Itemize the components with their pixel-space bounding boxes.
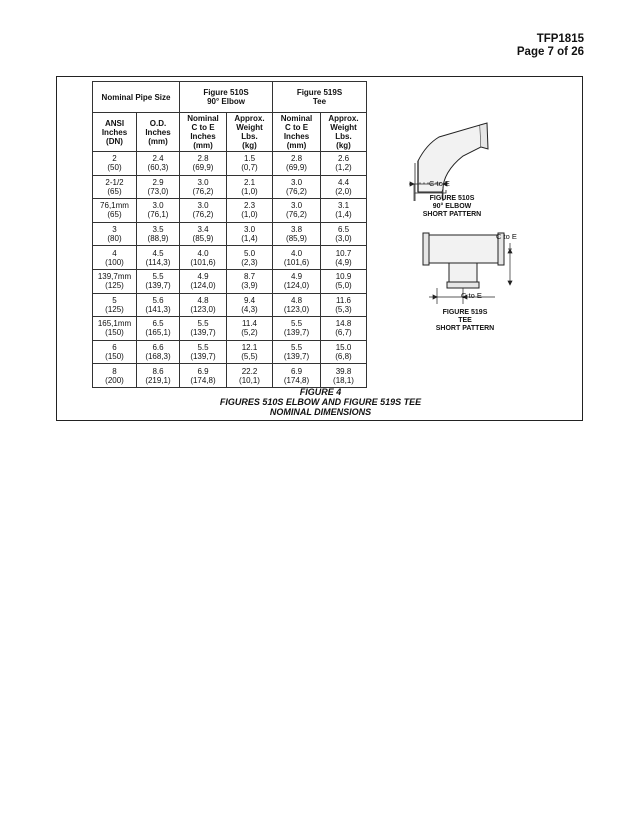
cell-metric-value: (76,2) xyxy=(192,210,214,220)
elbow-drawing xyxy=(414,123,488,201)
cell-metric-value: (114,3) xyxy=(145,257,171,267)
cell-imperial-value: 3 xyxy=(112,225,117,235)
cell-metric-value: (200) xyxy=(105,375,124,385)
elbow-title-line3: SHORT PATTERN xyxy=(422,211,482,218)
caption-title: FIGURES 510S ELBOW AND FIGURE 519S TEE xyxy=(219,397,422,407)
column-header-line: Lbs. xyxy=(335,132,352,141)
cell-imperial-value: 3.0 xyxy=(290,177,303,187)
cell-metric-value: (10,1) xyxy=(239,375,260,385)
cell-imperial-value: 6.5 xyxy=(152,319,164,329)
cell-imperial-value: 1.5 xyxy=(243,154,256,164)
cell-imperial-value: 139,7mm xyxy=(97,272,132,282)
cell-imperial-value: 6.6 xyxy=(152,343,164,353)
column-header-line: Inches xyxy=(101,127,128,137)
cell-metric-value: (73,0) xyxy=(147,186,169,196)
cell-metric-value: (1,2) xyxy=(335,163,352,173)
cell-imperial-value: 5.5 xyxy=(290,343,303,353)
cell-imperial-value: 4.0 xyxy=(290,248,303,258)
column-header-line: (kg) xyxy=(336,141,351,150)
column-header-line: (mm) xyxy=(193,141,213,150)
cell-imperial-value: 2.3 xyxy=(243,201,256,211)
cell-imperial-value: 5.5 xyxy=(290,319,303,329)
cell-metric-value: (1,0) xyxy=(241,186,258,196)
cell-metric-value: (174,8) xyxy=(283,375,310,385)
cell-metric-value: (76,2) xyxy=(286,210,307,220)
cell-imperial-value: 22.2 xyxy=(241,366,258,376)
cell-metric-value: (168,3) xyxy=(145,352,171,362)
column-header-line: Nominal xyxy=(187,114,219,123)
cell-metric-value: (123,0) xyxy=(283,304,310,314)
cell-imperial-value: 3.0 xyxy=(152,201,164,211)
column-header-line: ANSI xyxy=(104,118,125,128)
cell-imperial-value: 4.9 xyxy=(290,272,303,282)
cell-imperial-value: 3.0 xyxy=(197,201,209,211)
cell-metric-value: (6,7) xyxy=(335,328,352,338)
cell-metric-value: (139,7) xyxy=(283,328,310,338)
cell-metric-value: (125) xyxy=(105,304,124,314)
tee-figure-title xyxy=(420,309,510,333)
cell-metric-value: (88,9) xyxy=(147,234,169,244)
cell-metric-value: (60,3) xyxy=(147,163,169,173)
cell-metric-value: (1,0) xyxy=(241,210,258,220)
column-header-line: Weight xyxy=(236,123,263,132)
cell-imperial-value: 4.9 xyxy=(197,272,209,282)
cell-imperial-value: 2-1/2 xyxy=(105,177,124,187)
cell-imperial-value: 9.4 xyxy=(243,295,256,305)
cell-metric-value: (5,0) xyxy=(335,281,352,291)
column-header-line: Approx. xyxy=(328,114,359,123)
header-519s-line2: Tee xyxy=(312,97,327,106)
cell-metric-value: (4,3) xyxy=(241,304,258,314)
cell-imperial-value: 11.6 xyxy=(336,295,351,305)
cell-metric-value: (150) xyxy=(105,328,124,338)
tee-title-line1: FIGURE 519S xyxy=(442,309,488,316)
column-header-line: Inches xyxy=(145,127,171,137)
column-header-line: C to E xyxy=(284,123,309,132)
tee-dimension-label-bottom: C to E xyxy=(461,291,482,300)
header-510s-line1: Figure 510S xyxy=(203,88,249,97)
cell-imperial-value: 2.9 xyxy=(152,177,164,187)
column-header-line: (kg) xyxy=(242,141,257,150)
caption-figure-number: FIGURE 4 xyxy=(299,387,342,397)
cell-metric-value: (50) xyxy=(107,163,122,173)
page-number: Page 7 of 26 xyxy=(516,46,584,58)
cell-imperial-value: 10.9 xyxy=(335,272,352,282)
cell-metric-value: (4,9) xyxy=(335,257,352,267)
cell-imperial-value: 2.4 xyxy=(152,154,164,164)
cell-metric-value: (85,9) xyxy=(192,234,214,244)
column-header-line: Lbs. xyxy=(241,132,258,141)
cell-imperial-value: 165,1mm xyxy=(97,319,132,329)
tee-drawing xyxy=(423,233,504,288)
elbow-title-line1: FIGURE 510S xyxy=(429,195,475,202)
cell-metric-value: (18,1) xyxy=(333,375,354,385)
column-header-line: (mm) xyxy=(148,136,168,146)
cell-imperial-value: 39.8 xyxy=(335,366,352,376)
cell-metric-value: (5,3) xyxy=(335,304,352,314)
cell-metric-value: (1,4) xyxy=(241,234,258,244)
cell-imperial-value: 6.9 xyxy=(290,366,303,376)
tee-title-line2: TEE xyxy=(458,317,472,324)
cell-metric-value: (69,9) xyxy=(286,163,307,173)
cell-metric-value: (219,1) xyxy=(145,375,171,385)
cell-metric-value: (124,0) xyxy=(190,281,216,291)
elbow-figure-title xyxy=(407,195,497,219)
cell-imperial-value: 2.8 xyxy=(197,154,209,164)
header-nominal-pipe-size: Nominal Pipe Size xyxy=(93,82,180,113)
header-519s-line1: Figure 519S xyxy=(296,88,343,97)
cell-imperial-value: 2.1 xyxy=(243,177,256,187)
header-510s-line2: 90° Elbow xyxy=(207,97,245,106)
tee-title-line3: SHORT PATTERN xyxy=(435,325,495,332)
cell-metric-value: (139,7) xyxy=(190,352,216,362)
cell-metric-value: (5,5) xyxy=(241,352,258,362)
cell-metric-value: (139,7) xyxy=(283,352,310,362)
cell-imperial-value: 4.8 xyxy=(197,295,209,305)
cell-metric-value: (65) xyxy=(107,186,122,196)
cell-metric-value: (5,2) xyxy=(241,328,258,338)
cell-metric-value: (124,0) xyxy=(283,281,310,291)
cell-metric-value: (125) xyxy=(105,281,124,291)
cell-imperial-value: 2.8 xyxy=(290,154,303,164)
cell-imperial-value: 3.1 xyxy=(337,201,350,211)
cell-imperial-value: 3.0 xyxy=(243,225,256,235)
cell-imperial-value: 5.5 xyxy=(197,343,209,353)
cell-imperial-value: 8 xyxy=(112,366,117,376)
cell-metric-value: (3,9) xyxy=(241,281,258,291)
cell-imperial-value: 8.6 xyxy=(152,366,164,376)
document-id: TFP1815 xyxy=(536,33,584,45)
cell-imperial-value: 5.5 xyxy=(152,272,164,282)
column-header-line: (DN) xyxy=(106,136,123,146)
cell-metric-value: (85,9) xyxy=(286,234,307,244)
cell-metric-value: (65) xyxy=(107,210,122,220)
elbow-title-line2: 90° ELBOW xyxy=(432,203,472,210)
cell-metric-value: (139,7) xyxy=(190,328,216,338)
cell-metric-value: (2,3) xyxy=(241,257,258,267)
column-header-line: Nominal xyxy=(280,114,313,123)
cell-metric-value: (100) xyxy=(105,257,124,267)
cell-imperial-value: 4.5 xyxy=(152,248,164,258)
cell-metric-value: (123,0) xyxy=(190,304,216,314)
cell-imperial-value: 15.0 xyxy=(335,343,352,353)
cell-imperial-value: 6.5 xyxy=(337,225,350,235)
cell-imperial-value: 12.1 xyxy=(241,343,258,353)
caption-subtitle: NOMINAL DIMENSIONS xyxy=(269,407,372,417)
cell-imperial-value: 6.9 xyxy=(197,366,209,376)
column-header-line: Inches xyxy=(190,132,216,141)
column-header-line: Approx. xyxy=(234,114,265,123)
column-header-line: C to E xyxy=(191,123,215,132)
cell-imperial-value: 76,1mm xyxy=(100,201,129,211)
cell-imperial-value: 4 xyxy=(112,248,117,258)
cell-metric-value: (150) xyxy=(105,352,124,362)
column-header-line: O.D. xyxy=(149,118,167,128)
cell-metric-value: (3,0) xyxy=(335,234,352,244)
cell-metric-value: (139,7) xyxy=(145,281,171,291)
cell-metric-value: (101,6) xyxy=(190,257,216,267)
cell-metric-value: (76,1) xyxy=(147,210,169,220)
document-header xyxy=(517,33,584,59)
cell-imperial-value: 4.4 xyxy=(337,177,350,187)
cell-metric-value: (80) xyxy=(107,234,122,244)
figure-frame xyxy=(56,76,583,421)
cell-imperial-value: 11.4 xyxy=(242,319,257,329)
cell-metric-value: (0,7) xyxy=(241,163,258,173)
cell-metric-value: (6,8) xyxy=(335,352,352,362)
cell-metric-value: (101,6) xyxy=(283,257,310,267)
cell-imperial-value: 4.8 xyxy=(290,295,303,305)
cell-imperial-value: 10.7 xyxy=(335,248,352,258)
cell-metric-value: (141,3) xyxy=(145,304,171,314)
cell-metric-value: (76,2) xyxy=(286,186,307,196)
tee-dimension-label-right: C to E xyxy=(496,232,517,241)
column-header-line: (mm) xyxy=(286,141,307,150)
column-header-line: Inches xyxy=(283,132,310,141)
cell-metric-value: (174,8) xyxy=(190,375,216,385)
fittings-drawings xyxy=(57,77,584,422)
cell-metric-value: (76,2) xyxy=(192,186,214,196)
cell-metric-value: (165,1) xyxy=(145,328,171,338)
column-header-line: Weight xyxy=(330,123,357,132)
cell-imperial-value: 4.0 xyxy=(197,248,209,258)
cell-imperial-value: 5.0 xyxy=(243,248,256,258)
figure-caption xyxy=(57,387,584,417)
cell-imperial-value: 8.7 xyxy=(243,272,256,282)
cell-metric-value: (69,9) xyxy=(192,163,214,173)
cell-metric-value: (2,0) xyxy=(335,186,352,196)
cell-imperial-value: 5.6 xyxy=(152,295,164,305)
cell-imperial-value: 3.4 xyxy=(197,225,209,235)
cell-metric-value: (1,4) xyxy=(335,210,352,220)
cell-imperial-value: 5.5 xyxy=(197,319,209,329)
cell-imperial-value: 5 xyxy=(112,295,117,305)
cell-imperial-value: 3.5 xyxy=(152,225,164,235)
elbow-dimension-label: C to E xyxy=(429,179,450,188)
cell-imperial-value: 2.6 xyxy=(337,154,350,164)
cell-imperial-value: 3.0 xyxy=(290,201,303,211)
cell-imperial-value: 3.8 xyxy=(290,225,303,235)
cell-imperial-value: 2 xyxy=(112,154,117,164)
cell-imperial-value: 14.8 xyxy=(335,319,352,329)
cell-imperial-value: 6 xyxy=(112,343,117,353)
cell-imperial-value: 3.0 xyxy=(197,177,209,187)
